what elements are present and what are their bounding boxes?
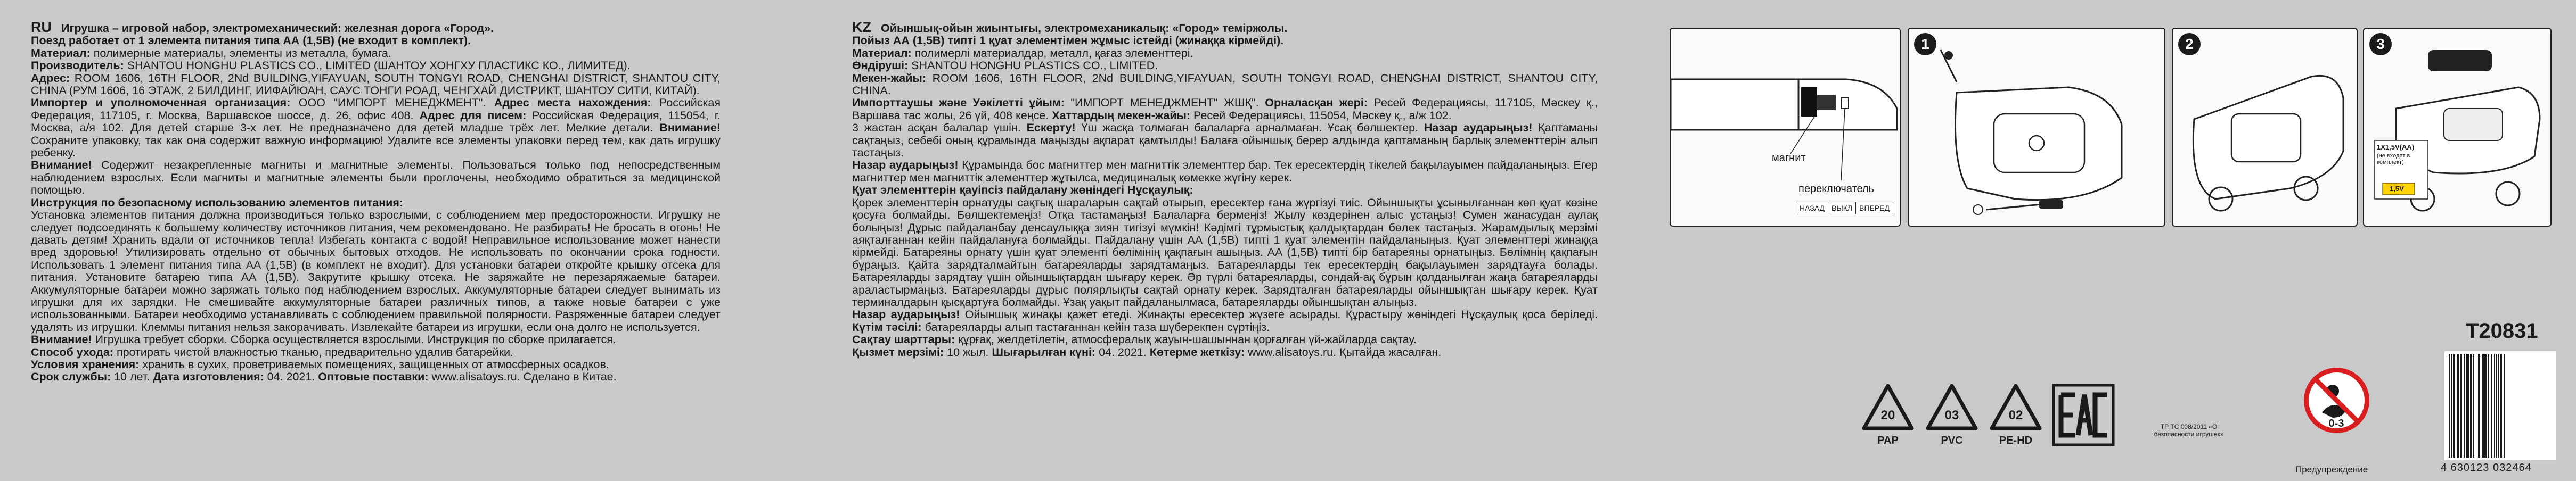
ru-attention1-text: Сохраните упаковку, так как она содержит важную информацию! Удалите все элементы упаковки перед тем, как дать игрушку ребенку. xyxy=(31,121,724,160)
ru-battery-heading: Инструкция по безопасному использованию элементов питания: xyxy=(31,196,404,209)
kz-attention2-label: Назар аударыңыз! xyxy=(1424,121,1533,135)
ru-attention3-label: Внимание! xyxy=(31,333,92,346)
recycle-code-pehd: 02 xyxy=(2008,408,2023,422)
ru-address-label: Адрес: xyxy=(31,71,70,85)
ru-life-text: 10 лет. xyxy=(111,370,153,384)
recycle-mark-pvc xyxy=(1925,383,1978,447)
step-3-number: 3 xyxy=(2369,33,2392,55)
recycle-label-pap: PAP xyxy=(1877,435,1899,446)
recycle-code-pvc: 03 xyxy=(1944,408,1959,422)
barcode-bar xyxy=(2449,354,2450,458)
ru-manufacturer-text: SHANTOU HONGHU PLASTICS CO., LIMITED (ШАНТОУ ХОНГХУ ПЛАСТИКС КО., ЛИМИТЕД). xyxy=(124,59,631,72)
ru-importer-text: ООО "ИМПОРТ МЕНЕДЖМЕНТ". xyxy=(290,96,494,110)
kz-manufacturer-label: Өндіруші: xyxy=(852,59,909,72)
kz-train-info: Пойыз АА (1,5В) типті 1 қуат элементімен жұмыс істейді (жинаққа кірмейді). xyxy=(852,34,1284,47)
ru-post-label: Адрес для писем: xyxy=(419,109,527,122)
recycle-code-pap: 20 xyxy=(1880,408,1895,422)
age-warning-icon xyxy=(2303,367,2370,434)
ru-material-label: Материал: xyxy=(31,46,91,60)
ru-age-text: Для детей старше 3-х лет. Не предназначено для детей младше трёх лет. Мелкие детали. xyxy=(130,121,660,135)
barcode-bar xyxy=(2473,354,2474,458)
warning-label: Предупреждение xyxy=(2295,465,2368,475)
kz-attention3-text: Құрамында бос магниттер мен магниттік элементтер бар. Тек ересектердің тікелей бақылауымен пайдаланыңыз. Егер магниттер мен магниттік элементтер жұтылса, медициналық көмекке жүгіну керек. xyxy=(852,159,1601,184)
battery-cell-label: 1,5V xyxy=(2390,185,2404,193)
ru-importer-addr-label: Адрес места нахождения: xyxy=(494,96,651,110)
kz-care-label: Күтім тәсілі: xyxy=(852,320,922,334)
kz-storage-label: Сақтау шарттары: xyxy=(852,333,955,346)
train-bottom-illustration xyxy=(2173,29,2357,226)
kz-material-label: Материал: xyxy=(852,46,912,60)
barcode-bar xyxy=(2498,354,2499,458)
ru-title: Игрушка – игровой набор, электромеханический: железная дорога «Город». xyxy=(61,22,494,35)
kz-post-label: Хаттардың мекен-жайы: xyxy=(1052,109,1191,122)
kz-storage-text: құрғақ, желдетілетін, атмосфералық жауын-шашыннан қорғалған үй-жайларда сақтау. xyxy=(955,333,1417,346)
ru-attention1-label: Внимание! xyxy=(659,121,721,135)
ru-date-text: 04. 2021. xyxy=(264,370,318,384)
recycle-triangle-icon xyxy=(1861,383,1915,431)
recycle-mark-pehd xyxy=(1989,383,2042,447)
recycle-label-pehd: PE-HD xyxy=(1999,435,2033,446)
step-1-number: 1 xyxy=(1914,33,1936,55)
barcode-bar xyxy=(2485,354,2487,458)
ru-attention2-text: Содержит незакрепленные магниты и магнитные элементы. Пользоваться только под непосредственным наблюдением взрослых. Если магниты и магнитные элементы были проглочены, необходимо обратиться за медицинской помощью. xyxy=(31,159,724,197)
step-3-diagram xyxy=(2363,28,2552,227)
kz-wholesale-label: Көтерме жеткізу: xyxy=(1149,345,1245,359)
recycle-triangle-icon xyxy=(1925,383,1978,431)
kz-importer-text: "ИМПОРТ МЕНЕДЖМЕНТ" ЖШҚ". xyxy=(1064,96,1265,110)
switch-forward-label: ВПЕРЕД xyxy=(1856,202,1893,214)
train-side-illustration xyxy=(1671,29,1900,226)
kz-age-text: 3 жастан асқан балалар үшін. xyxy=(852,121,1027,135)
ru-importer-label: Импортер и уполномоченная организация: xyxy=(31,96,291,110)
kz-attention3-label: Назар аударыңыз! xyxy=(852,159,959,172)
ru-post-text: Российская Федерация, 115054, г. Москва, а/я 102. xyxy=(31,109,724,135)
battery-cover-open-illustration xyxy=(1909,29,2164,226)
barcode-bar xyxy=(2504,354,2505,458)
barcode-bar xyxy=(2460,354,2462,458)
kz-post-text: Ресей Федерациясы, 115054, Мәскеу қ., а/ж 102. xyxy=(1190,109,1452,122)
barcode-bar xyxy=(2457,354,2459,458)
switch-back-label: НАЗАД xyxy=(1796,202,1828,214)
kz-importer-addr-text: Ресей Федерациясы, 117105, Мәскеу қ., Варшава тас жолы, 26 үй, 408 кеңсе. xyxy=(852,96,1601,122)
barcode-bar xyxy=(2451,354,2452,458)
eac-mark-icon xyxy=(2051,383,2115,447)
ru-attention3-text: Игрушка требует сборки. Сборка осуществляется взрослыми. Инструкция по сборке прилагается. xyxy=(92,333,617,346)
barcode-bars xyxy=(2444,351,2556,460)
ru-wholesale-label: Оптовые поставки: xyxy=(318,370,429,384)
train-switch-diagram xyxy=(1670,28,1901,227)
barcode-bar xyxy=(2468,354,2469,458)
ru-storage-label: Условия хранения: xyxy=(31,358,140,371)
step-2-diagram xyxy=(2172,28,2358,227)
kz-text-block xyxy=(852,19,1601,359)
ru-wholesale-text: www.alisatoys.ru. Сделано в Китае. xyxy=(428,370,617,384)
barcode-bar xyxy=(2496,354,2497,458)
age-mark-text: 0-3 xyxy=(2328,418,2344,429)
product-code: T20831 xyxy=(2466,319,2538,343)
ru-attention2-label: Внимание! xyxy=(31,159,92,172)
barcode-bar xyxy=(2494,354,2495,458)
barcode xyxy=(2444,351,2556,460)
barcode-bar xyxy=(2453,354,2455,458)
barcode-bar xyxy=(2464,354,2465,458)
recycle-mark-pap xyxy=(1861,383,1915,447)
kz-attention1-text: Үш жасқа толмаған балаларға арналмаған. Ұсақ бөлшектер. xyxy=(1075,121,1424,135)
step-2-number: 2 xyxy=(2178,33,2201,55)
recycle-label-pvc: PVC xyxy=(1941,435,1963,446)
switch-label: переключатель xyxy=(1798,183,1874,195)
kz-wholesale-text: www.alisatoys.ru. Қытайда жасалған. xyxy=(1245,345,1442,359)
kz-attention4-text: Ойыншық жинақы қажет етеді. Жинақты ересектер жүзеге асырады. Құрастыру жөніндегі Нұсқаулық қоса беріледі. xyxy=(960,308,1601,321)
ru-storage-text: хранить в сухих, проветриваемых помещениях, защищенных от атмосферных осадков. xyxy=(139,358,609,371)
barcode-bar xyxy=(2500,354,2502,458)
battery-insert-illustration xyxy=(2364,29,2550,226)
ru-address-text: ROOM 1606, 16TH FLOOR, 2Nd BUILDING,YIFAYUAN, SOUTH TONGYI ROAD, CHENGHAI DISTRICT, SHANTOU CITY, CHINA (РУМ 1606, 16 ЭТАЖ, 2 БИЛДИНГ, ИИФАЙЮАН, САУС ТОНГИ РОАД, ЧЕНГХАЙ ДИСТРИКТ, ШАНТОУ СИТИ, КИТАЙ). xyxy=(31,71,724,97)
kz-date-text: 04. 2021. xyxy=(1095,345,1150,359)
kz-lang-code: KZ xyxy=(852,19,871,35)
ru-lang-code: RU xyxy=(31,19,52,35)
ru-train-info: Поезд работает от 1 элемента питания типа АА (1,5В) (не входит в комплект). xyxy=(31,34,471,47)
battery-spec-label: 1X1,5V(AA) xyxy=(2377,143,2415,151)
kz-life-label: Қызмет мерзімі: xyxy=(852,345,944,359)
kz-battery-heading: Қуат элементтерін қауіпсіз пайдалану жөніндегі Нұсқаулық: xyxy=(852,184,1193,197)
barcode-bar xyxy=(2491,354,2492,458)
barcode-bar xyxy=(2466,354,2468,458)
kz-battery-text: Қорек элементтерін орнатуды сақтық шараларын сақтай отырып, ересектер ғана жүргізуі тиіс. Ойыншықты ұсынылғаннан көп қуат көзіне қосуға болмайды. Бөлшектемеңіз! Отқа тастамаңыз! Балаларға бермеңіз! Жылу көздерінен алыс ұстаңыз! Сумен жанасудан аулақ болыңыз! Дұрыс пайдаланбау денсаулыққа зиян тигізуі мүмкін! Кәдімгі тұрмыстық қалдықтардан бөлек тастаңыз. Жарамдылық мерзімі аяқталғаннан кейін пайдалануға болмайды. Пайдалану үшін АА (1,5В) типті 1 қуат элементін пайдаланыңыз. Қуат элементтері жинаққа кірмейді. Батареяны орнату үшін қуат элементі бөлімінің қақпағын ашыңыз. АА (1,5В) типті бір батареяны орнатыңыз. Бөлімнің қақпағын бұраңыз. Қайта зарядталмайтын батареяларды зарядтамаңыз. Батареяларды тек ересектердің бақылауымен зарядтауға болады. Батареяларды зарядтау үшін ойыншықтардан шығару керек. Әр түрлі батареяларды, сондай-ақ бұрын қолданылған жаңа батареяларды араластырмаңыз. Батареяларды дұрыс полярлықты сақтай орнату керек. Зарядталған батареяларды ойыншықтан шығару керек. Қуат терминалдарын қысқартуға болмайды. Ұзақ уақыт пайдаланылмаса, батареяларды ойыншықтан алыңыз. xyxy=(852,196,1601,309)
ru-material-text: полимерные материалы, элементы из металла, бумага. xyxy=(90,46,391,60)
kz-title: Ойыншық-ойын жиынтығы, электромеханикалық: «Город» теміржолы. xyxy=(881,22,1288,35)
kz-address-label: Мекен-жайы: xyxy=(852,71,926,85)
kz-attention2-text: Қаптаманы сақтаңыз, себебі оның құрамында маңызды ақпарат қамтылды! Балаға ойыншық берер алдында қаптаманың барлық элементтерін алып тастаңыз. xyxy=(852,121,1601,160)
kz-importer-addr-label: Орналасқан жері: xyxy=(1265,96,1368,110)
ru-date-label: Дата изготовления: xyxy=(153,370,264,384)
kz-importer-label: Импорттаушы және Уәкілетті ұйым: xyxy=(852,96,1065,110)
kz-date-label: Шығарылған күні: xyxy=(992,345,1096,359)
barcode-bar xyxy=(2482,354,2483,458)
battery-spec-note: (не входят в комплект) xyxy=(2377,153,2410,165)
kz-address-text: ROOM 1606, 16TH FLOOR, 2Nd BUILDING,YIFAYUAN, SOUTH TONGYI ROAD, CHENGHAI DISTRICT, SHANTOU CITY, CHINA. xyxy=(852,71,1601,97)
barcode-bar xyxy=(2488,354,2489,458)
ru-manufacturer-label: Производитель: xyxy=(31,59,124,72)
kz-care-text: батареяларды алып тастағаннан кейін таза шүберекпен сүртіңіз. xyxy=(921,320,1270,334)
switch-positions xyxy=(1796,202,1893,214)
ru-text-block xyxy=(31,19,724,384)
kz-life-text: 10 жыл. xyxy=(944,345,992,359)
ru-care-label: Способ ухода: xyxy=(31,345,113,359)
ru-importer-addr-text: Российская Федерация, 117105, г. Москва, Варшавское шоссе, д. 26, офис 408. xyxy=(31,96,724,122)
recycle-triangle-icon xyxy=(1989,383,2042,431)
tr-ts-text: ТР ТС 008/2011 «О безопасности игрушек» xyxy=(2154,423,2224,438)
ru-care-text: протирать чистой влажностью тканью, предварительно удалив батарейки. xyxy=(113,345,514,359)
barcode-bar xyxy=(2478,354,2479,458)
kz-attention4-label: Назар аударыңыз! xyxy=(852,308,960,321)
step-1-diagram xyxy=(1908,28,2165,227)
barcode-digits: 4 630123 032464 xyxy=(2441,462,2532,474)
ru-life-label: Срок службы: xyxy=(31,370,111,384)
switch-off-label: ВЫКЛ xyxy=(1828,202,1856,214)
ru-battery-text: Установка элементов питания должна производиться только взрослыми, с соблюдением мер предосторожности. Игрушку не следует подсоединять к большему количеству источников питания, чем рекомендовано. Не разбирать! Не бросать в огонь! Не давать детям! Хранить вдали от источников тепла! Избегать контакта с водой! Неправильное использование может нанести вред здоровью! Утилизировать отдельно от обычных бытовых отходов. Не использовать по окончании срока годности. Использовать 1 элемент питания типа АА (1,5В) (в комплект не входит). Для установки батареи откройте крышку отсека для питания. Установите батарею типа АА (1,5В). Закрутите крышку отсека. Не заряжайте не перезаряжаемые батареи. Аккумуляторные батареи можно заряжать только под наблюдением взрослых. Аккумуляторные батареи следует вынимать из игрушки для их зарядки. Не смешивайте аккумуляторные батареи различных типов, а также новые батареи с уже использованными. Батареи необходимо устанавливать с соблюдением правильной полярности. Разряженные батареи следует удалять из игрушки. Клеммы питания нельзя закорачивать. Извлекайте батареи из игрушки, если она долго не используется. xyxy=(31,209,724,334)
magnet-label: магнит xyxy=(1772,152,1806,164)
barcode-bar xyxy=(2479,354,2480,458)
kz-manufacturer-text: SHANTOU HONGHU PLASTICS CO., LIMITED. xyxy=(908,59,1158,72)
barcode-bar xyxy=(2483,354,2485,458)
kz-material-text: полимерлі материалдар, металл, қағаз элементтері. xyxy=(911,46,1193,60)
barcode-bar xyxy=(2470,354,2472,458)
kz-attention1-label: Ескерту! xyxy=(1026,121,1076,135)
